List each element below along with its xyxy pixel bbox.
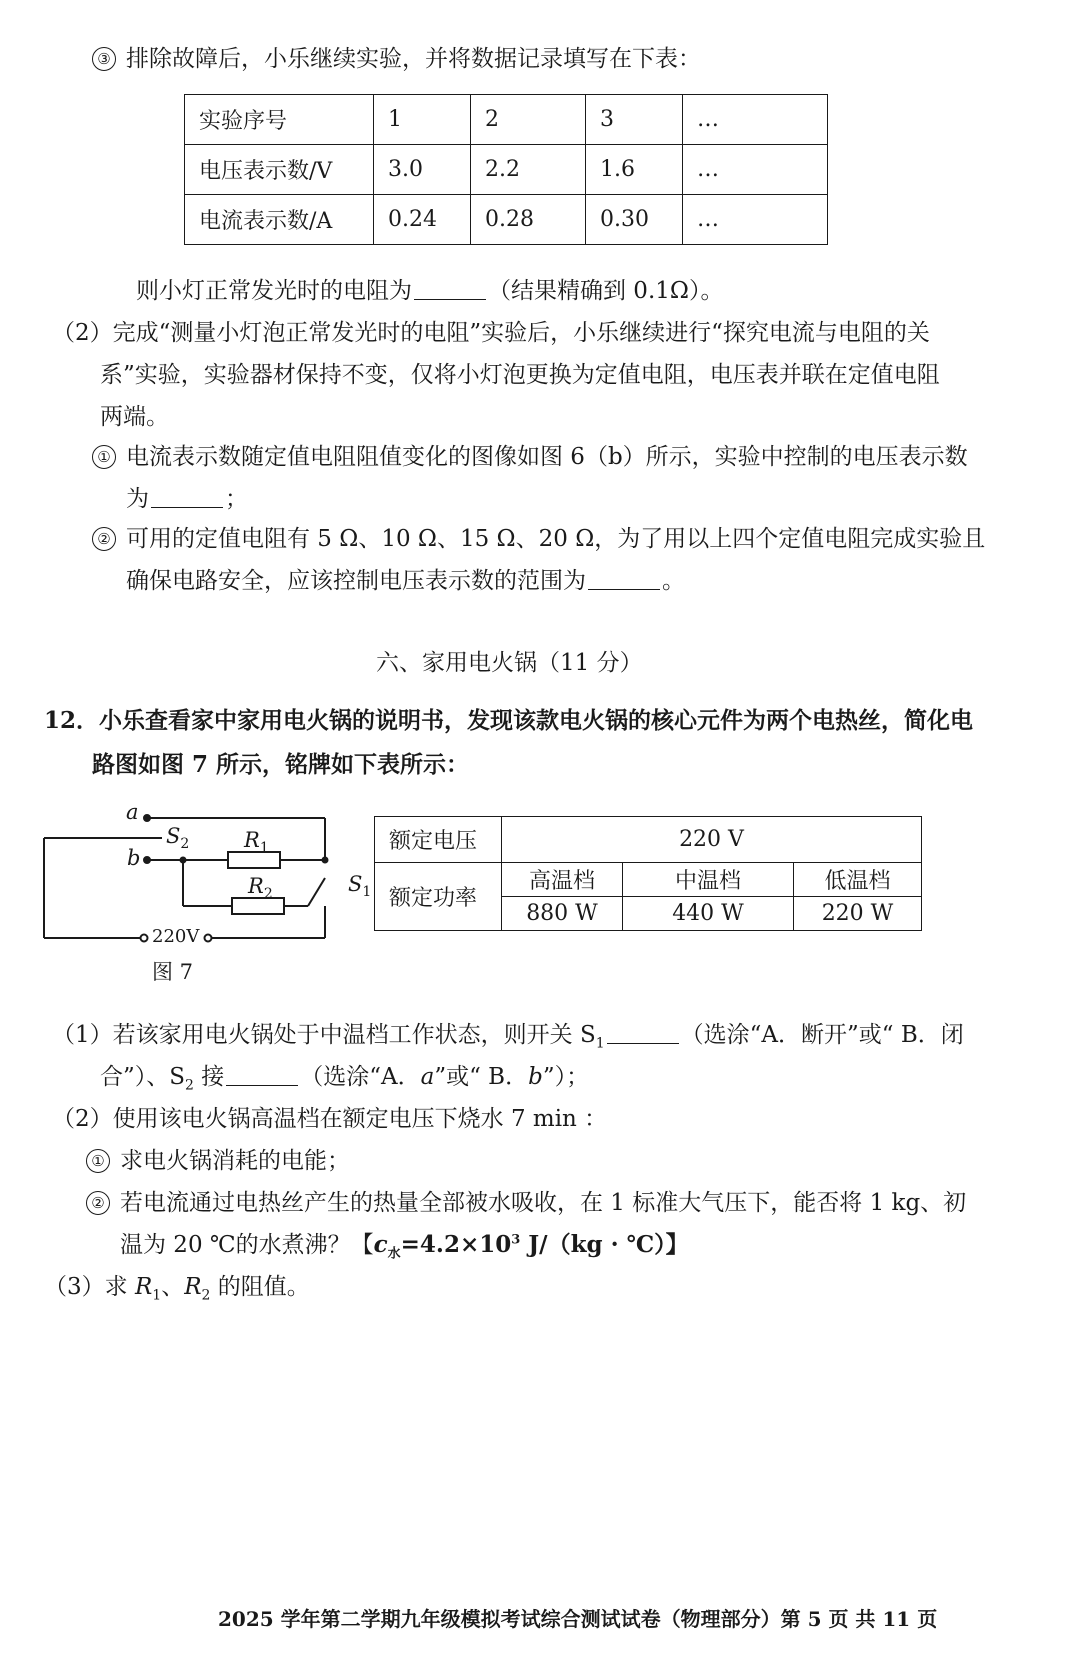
- rated-power-label: 额定功率: [375, 863, 502, 931]
- page-footer: 2025 学年第二学期九年级模拟考试综合测试试卷（物理部分）第 5 页 共 11 页: [218, 1607, 938, 1631]
- s1-subscript: 1: [362, 884, 372, 901]
- label-220v: 220V: [152, 926, 200, 947]
- q12-sub3: [44, 1268, 310, 1304]
- circuit-diagram: [40, 806, 370, 956]
- table-cell: 1: [374, 95, 471, 145]
- q12-sub2-line: （2）使用该电火锅高温档在额定电压下烧水 7 min ：: [52, 1106, 608, 1132]
- table-cell: 2: [471, 95, 586, 145]
- level-low: 低温档: [794, 863, 922, 897]
- q12-sub3-text-a: （3）求: [44, 1274, 135, 1300]
- table-cell: 0.24: [374, 195, 471, 245]
- r1-letter: R: [134, 1274, 153, 1300]
- label-a: a: [126, 800, 139, 824]
- resistance-question: [136, 272, 723, 305]
- terminal-220v-right: [205, 935, 212, 942]
- terminal-a: [144, 815, 150, 821]
- marker-1: ①: [92, 445, 116, 469]
- r2-subscript: 2: [263, 886, 273, 903]
- q12-sub2-1: [86, 1142, 350, 1175]
- table-cell: 0.30: [586, 195, 683, 245]
- separator: 、: [161, 1274, 185, 1300]
- table-cell: 3.0: [374, 145, 471, 195]
- answer-blank: [151, 506, 223, 508]
- sub2-text: 可用的定值电阻有 5 Ω、10 Ω、15 Ω、20 Ω，为了用以上四个定值电阻完成实验且: [126, 526, 986, 552]
- resistance-text-after: （结果精确到 0.1Ω）。: [488, 278, 724, 304]
- q12-sub2-2-line2: [120, 1226, 689, 1262]
- q12-sub1-text-e: （选涂“A．: [300, 1064, 421, 1090]
- label-s1: [348, 872, 371, 900]
- part2-line1: （2）完成“测量小灯泡正常发光时的电阻”实验后，小乐继续进行“探究电流与电阻的关: [52, 320, 930, 346]
- q12-sub1-text-g: ”）；: [542, 1064, 590, 1090]
- sub1-text-before: 为: [126, 486, 149, 512]
- rated-voltage-value: 220 V: [502, 817, 922, 863]
- q12-sub1-line2: [100, 1058, 589, 1094]
- table-cell: 3: [586, 95, 683, 145]
- q12-sub2-2-line1: [86, 1184, 966, 1217]
- option-b-italic: b: [528, 1064, 543, 1090]
- table-cell: 1.6: [586, 145, 683, 195]
- table-cell: 0.28: [471, 195, 586, 245]
- table-row: [185, 95, 828, 145]
- s1-subscript: 1: [595, 1035, 605, 1052]
- s2-letter: S: [166, 824, 181, 848]
- power-low: 220 W: [794, 897, 922, 931]
- part2-sub2-line2: [126, 562, 685, 595]
- r2-letter: R: [248, 874, 264, 898]
- q12-sub2-2-text-c: J/（kg · ℃）】: [520, 1231, 689, 1258]
- level-mid: 中温档: [623, 863, 794, 897]
- step3-text: 排除故障后，小乐继续实验，并将数据记录填写在下表：: [126, 46, 701, 72]
- q12-sub1-text-d: 接: [193, 1064, 225, 1090]
- option-a-italic: a: [420, 1064, 435, 1090]
- marker-1: ①: [86, 1149, 110, 1173]
- s2-subscript: 2: [180, 836, 190, 853]
- r1-subscript: 1: [152, 1287, 162, 1304]
- step3-line: [92, 40, 701, 73]
- table-row: [375, 863, 922, 897]
- table-cell: …: [683, 95, 828, 145]
- table-cell: 2.2: [471, 145, 586, 195]
- exponent: 3: [511, 1232, 521, 1248]
- table-cell: 电压表示数/V: [185, 145, 374, 195]
- q12-line1: 12．小乐查看家中家用电火锅的说明书，发现该款电火锅的核心元件为两个电热丝，简化电: [44, 707, 974, 734]
- r2-letter: R: [184, 1274, 202, 1300]
- table-row: [185, 145, 828, 195]
- sub1-text-after: ；: [225, 486, 248, 512]
- q12-sub2-2-text-b: =4.2×10: [400, 1231, 512, 1258]
- q12-sub2-1-text: 求电火锅消耗的电能；: [120, 1148, 350, 1174]
- sub2-text-before: 确保电路安全，应该控制电压表示数的范围为: [126, 568, 586, 594]
- table-row: [375, 817, 922, 863]
- q12-sub1-text-b: （选涂“A．断开”或“ B．闭: [680, 1022, 964, 1048]
- sub2-text-after: 。: [662, 568, 685, 594]
- part2-sub1-line1: [92, 438, 968, 471]
- q12-sub2-2-text-a: 温为 20 ℃的水煮沸？【: [120, 1232, 374, 1258]
- q12-sub3-text-b: 的阻值。: [210, 1274, 310, 1300]
- nameplate-table: [374, 816, 922, 931]
- label-s2: [166, 824, 189, 852]
- marker-3: ③: [92, 47, 116, 71]
- table-cell: …: [683, 145, 828, 195]
- junction-right: [323, 858, 328, 863]
- answer-blank: [226, 1084, 298, 1086]
- r1-subscript: 1: [259, 840, 269, 857]
- q12-line2: 路图如图 7 所示，铭牌如下表所示：: [92, 751, 470, 778]
- switch-s1-blade: [308, 878, 325, 906]
- power-mid: 440 W: [623, 897, 794, 931]
- rated-voltage-label: 额定电压: [375, 817, 502, 863]
- answer-blank: [414, 298, 486, 300]
- section-title: 六、家用电火锅（11 分）: [376, 650, 643, 676]
- q12-sub1-text-f: ”或“ B．: [434, 1064, 529, 1090]
- label-r2: [248, 874, 273, 902]
- r2-subscript: 2: [201, 1287, 211, 1304]
- q12-sub1-text-c: 合”）、S: [100, 1064, 186, 1090]
- q12-sub1-line1: [52, 1016, 964, 1052]
- symbol-c: c: [373, 1231, 388, 1258]
- part2-sub1-line2: [126, 480, 248, 513]
- table-row: [185, 195, 828, 245]
- r1-letter: R: [244, 828, 260, 852]
- table-cell: …: [683, 195, 828, 245]
- part2-line2: 系”实验，实验器材保持不变，仅将小灯泡更换为定值电阻，电压表并联在定值电阻: [100, 362, 940, 388]
- data-table: [184, 94, 828, 245]
- marker-2: ②: [86, 1191, 110, 1215]
- figure-caption: 图 7: [152, 960, 194, 984]
- part2-sub2-line1: [92, 520, 985, 553]
- marker-2: ②: [92, 527, 116, 551]
- label-r1: [244, 828, 269, 856]
- water-subscript: 水: [387, 1246, 401, 1262]
- sub1-text: 电流表示数随定值电阻阻值变化的图像如图 6（b）所示，实验中控制的电压表示数: [126, 444, 968, 470]
- answer-blank: [588, 588, 660, 590]
- terminal-b: [144, 857, 150, 863]
- power-high: 880 W: [502, 897, 623, 931]
- s2-subscript: 2: [185, 1077, 194, 1094]
- q12-sub1-text-a: （1）若该家用电火锅处于中温档工作状态，则开关 S: [52, 1022, 596, 1048]
- table-cell: 电流表示数/A: [185, 195, 374, 245]
- answer-blank: [607, 1042, 679, 1044]
- part2-line3: 两端。: [100, 404, 169, 430]
- s1-letter: S: [348, 872, 363, 896]
- level-high: 高温档: [502, 863, 623, 897]
- label-b: b: [127, 846, 141, 870]
- resistance-text-before: 则小灯正常发光时的电阻为: [136, 278, 412, 304]
- q12-sub2-2-text: 若电流通过电热丝产生的热量全部被水吸收，在 1 标准大气压下，能否将 1 kg、初: [120, 1190, 967, 1216]
- terminal-220v-left: [141, 935, 148, 942]
- table-cell: 实验序号: [185, 95, 374, 145]
